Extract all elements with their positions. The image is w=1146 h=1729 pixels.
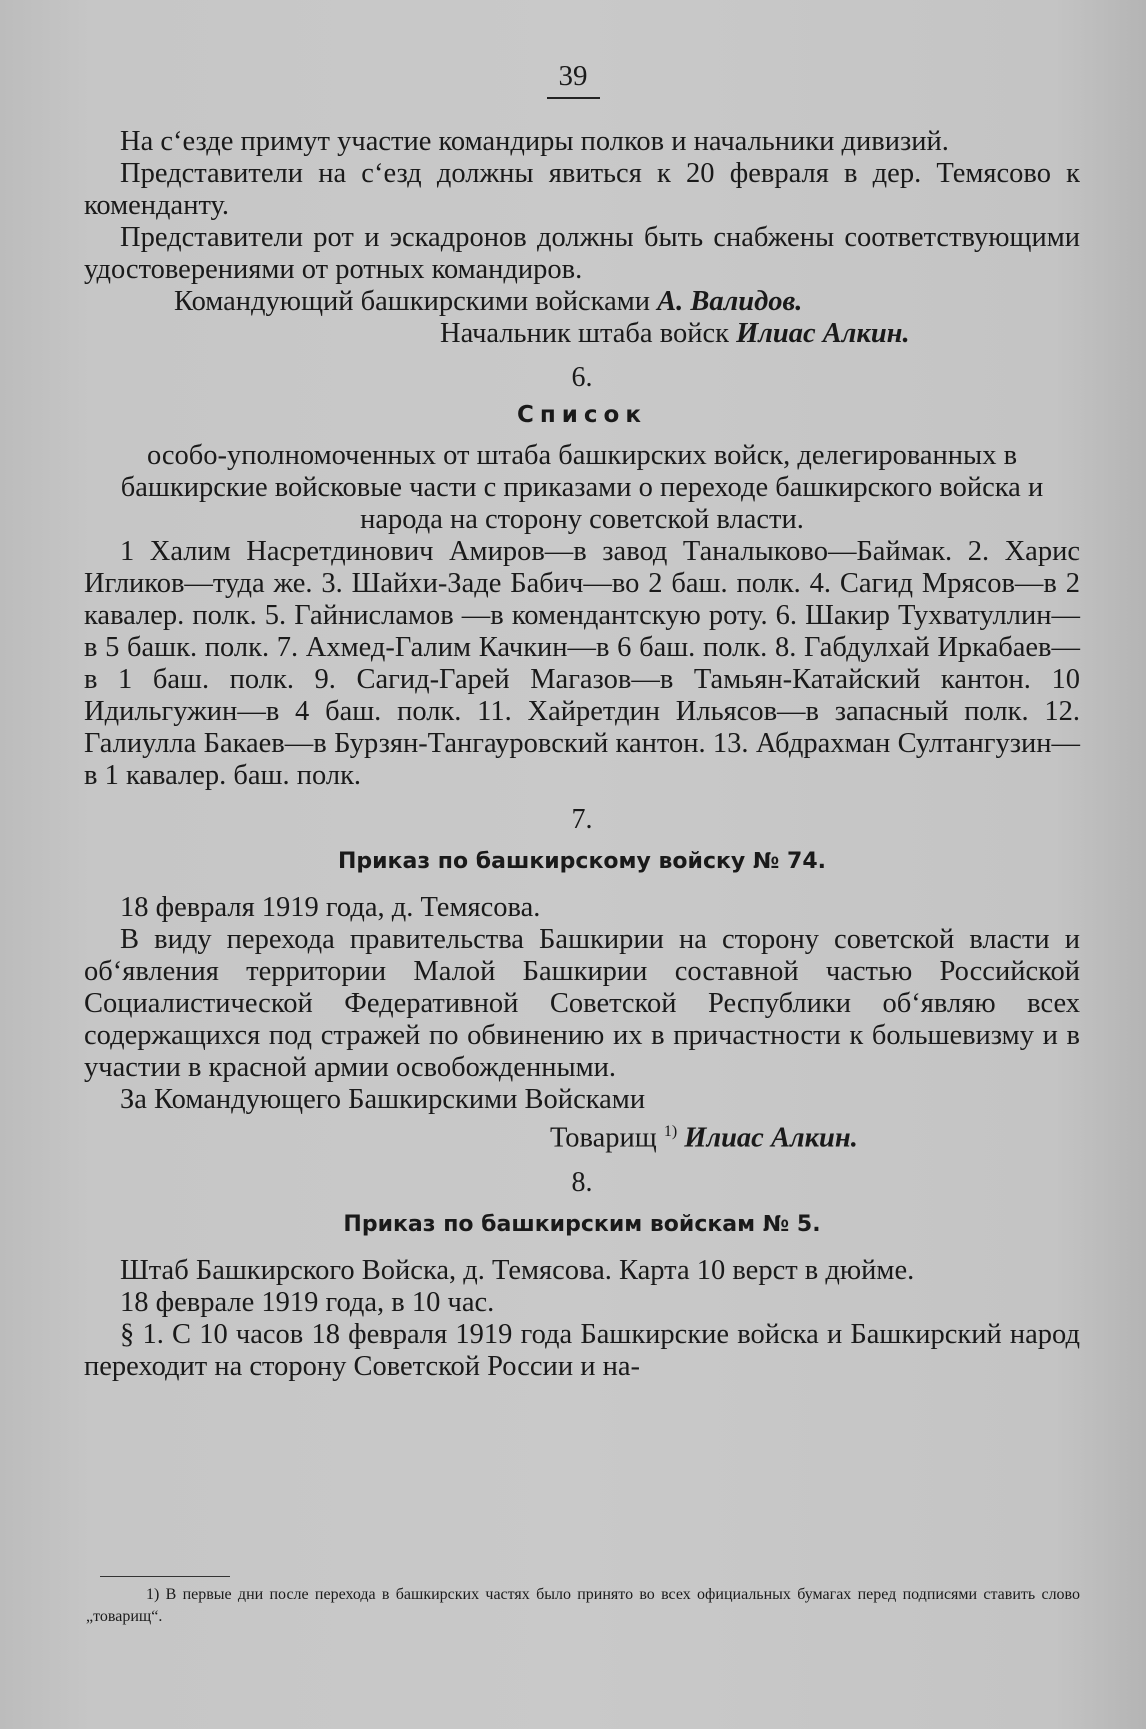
footnote-mark: 1) (663, 1123, 678, 1140)
paragraph: На с‘езде примут участие командиры полков и начальники дивизий. (120, 126, 949, 157)
section-heading-list: Список (517, 402, 647, 428)
footnote-text: В первые дни после перехода в башкирских частях было принято во всех официальных бумагах перед подписями ставить слово „товарищ“. (86, 1586, 1080, 1625)
paragraph: Представители на с‘езд должны явиться к 20 февраля в дер. Темясово к коменданту. (84, 158, 1080, 221)
section-number-7: 7. (571, 804, 593, 835)
section-number-6: 6. (571, 362, 593, 393)
footnote-mark: 1) (146, 1586, 160, 1603)
order-74-date: 18 февраля 1919 года, д. Темясова. (120, 892, 541, 923)
order-5-date: 18 феврале 1919 года, в 10 час. (120, 1286, 495, 1318)
order-74-signature-line: За Командующего Башкирскими Войсками (120, 1084, 646, 1115)
signature-chief-of-staff: Начальник штаба войск Илиас Алкин. (440, 318, 910, 349)
section-number-8: 8. (571, 1166, 593, 1198)
order-5-header-line: Штаб Башкирского Войска, д. Темясова. Карта 10 верст в дюйме. (120, 1254, 915, 1286)
list-body: 1 Халим Насретдинович Амиров—в завод Таналыково—Баймак. 2. Харис Игликов—туда же. 3. Шайхи-Заде Бабич—во 2 баш. полк. 4. Сагид Мрясов—в 2 кавалер. полк. 5. Гайнисламов —в комендантскую роту. 6. Шакир Тухватуллин—в 5 башк. полк. 7. Ахмед-Галим Качкин—в 6 баш. полк. 8. Габдулхай Иркабаев—в 1 баш. полк. 9. Сагид-Гарей Магазов—в Тамьян-Катайский кантон. 10 Идильгужин—в 4 баш. полк. 11. Хайретдин Ильясов—в запасный полк. 12. Галиулла Бакаев—в Бурзян-Тангауровский кантон. 13. Абдрахман Султангузин—в 1 кавалер. баш. полк. (84, 536, 1080, 791)
order-5-heading: Приказ по башкирским войскам № 5. (343, 1211, 821, 1237)
list-subheading: особо-уполномоченных от штаба башкирских войск, делегированных в башкирские войсковые части с приказами о переходе башкирского войска и народа на сторону советской власти. (120, 440, 1044, 535)
page-content (84, 126, 1080, 1383)
order-74-heading: Приказ по башкирскому войску № 74. (337, 849, 827, 874)
footnote (86, 1584, 1080, 1628)
order-74-body: В виду перехода правительства Башкирии на сторону советской власти и об‘явления территории Малой Башкирии составной частью Российской Социалистической Федеративной Советской Республики об‘являю всех содержащихся под стражей по обвинению их в причастности к большевизму и в участии в красной армии освобожденными. (84, 924, 1080, 1083)
order-74-signature: Товарищ $^{1)}$ Илиас Алкин. (550, 1122, 858, 1154)
signature-commander: Командующий башкирскими войсками А. Валидов. (174, 286, 803, 317)
paragraph: Представители рот и эскадронов должны быть снабжены соответствующими удостоверениями от ротных командиров. (84, 222, 1080, 285)
footnote-divider (100, 1576, 230, 1577)
order-5-body: § 1. С 10 часов 18 февраля 1919 года Башкирские войска и Башкирский народ переходит на сторону Советской России и на- (84, 1318, 1080, 1382)
page-number: 39 (0, 60, 1146, 99)
